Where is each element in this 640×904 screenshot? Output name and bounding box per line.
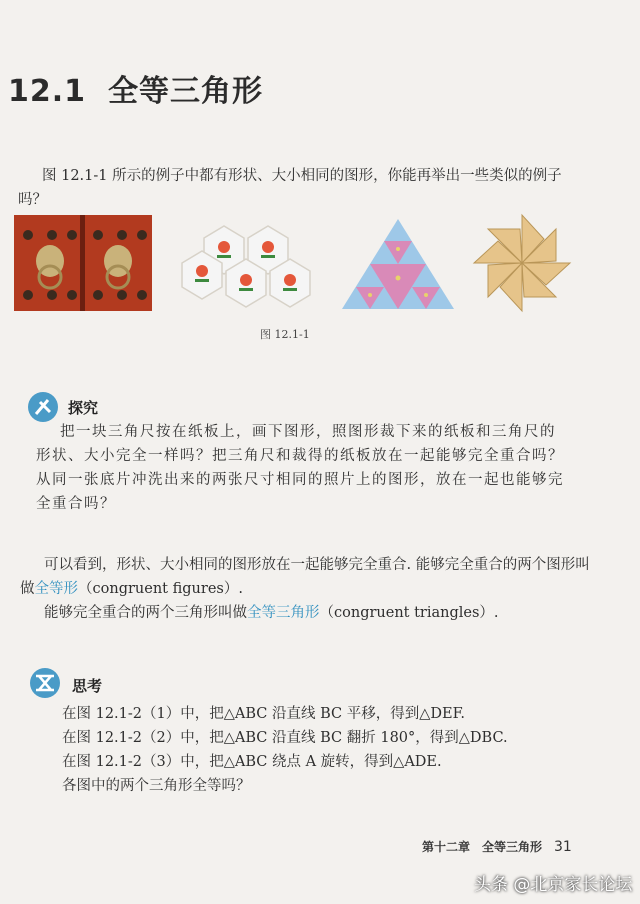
think-line: 各图中的两个三角形全等吗？ bbox=[62, 778, 251, 794]
section-title-text: 全等三角形 bbox=[108, 74, 264, 109]
section-title bbox=[8, 66, 263, 110]
intro-paragraph: 图 12.1-1 所示的例子中都有形状、大小相同的图形，你能再举出一些类似的例子吗？ bbox=[18, 168, 562, 208]
think-icon bbox=[30, 668, 60, 698]
think-line: 在图 12.1-2（2）中，把△ABC 沿直线 BC 翻折 180°，得到△DBC. bbox=[62, 730, 508, 746]
page-number: 31 bbox=[554, 839, 572, 855]
section-number: 12.1 bbox=[8, 74, 87, 109]
definition1-text: 可以看到，形状、大小相同的图形放在一起能够完全重合. 能够完全重合的两个图形叫做 bbox=[20, 557, 590, 597]
definition2-english: （congruent triangles）. bbox=[319, 605, 499, 621]
figure-illustrations bbox=[14, 213, 614, 313]
think-line: 在图 12.1-2（1）中，把△ABC 沿直线 BC 平移，得到△DEF. bbox=[62, 706, 466, 722]
watermark: 头条 @北京家长论坛 bbox=[474, 875, 633, 895]
definition-congruent-triangles bbox=[44, 601, 584, 625]
definition1-english: （congruent figures）. bbox=[78, 581, 243, 597]
term-congruent-figures: 全等形 bbox=[34, 581, 78, 597]
explore-heading: 探究 bbox=[68, 399, 99, 417]
chapter-title: 第十二章 全等三角形 bbox=[422, 840, 543, 854]
figure-12-1-1 bbox=[14, 213, 614, 313]
page-footer bbox=[422, 838, 572, 855]
definition-congruent-figures bbox=[20, 553, 590, 601]
explore-icon bbox=[28, 392, 58, 422]
explore-paragraph: 把一块三角尺按在纸板上，画下图形，照图形裁下来的纸板和三角尺的形状、大小完全一样吗？把三角尺和裁得的纸板放在一起能够完全重合吗？从同一张底片冲洗出来的两张尺寸相同的照片上的图形，放在一起也能够完全重合吗？ bbox=[36, 424, 564, 512]
think-paragraph bbox=[62, 702, 582, 798]
term-congruent-triangles: 全等三角形 bbox=[247, 605, 320, 621]
pinwheel-image bbox=[474, 215, 570, 311]
figure-caption: 图 12.1-1 bbox=[260, 328, 310, 341]
door-knockers-image bbox=[14, 215, 152, 311]
think-heading: 思考 bbox=[72, 677, 103, 695]
triangle-pattern-image bbox=[342, 219, 454, 309]
think-line: 在图 12.1-2（3）中，把△ABC 绕点 A 旋转，得到△ADE. bbox=[62, 754, 442, 770]
hexagon-badges-image bbox=[182, 226, 310, 307]
definition2-text: 能够完全重合的两个三角形叫做 bbox=[44, 605, 247, 621]
